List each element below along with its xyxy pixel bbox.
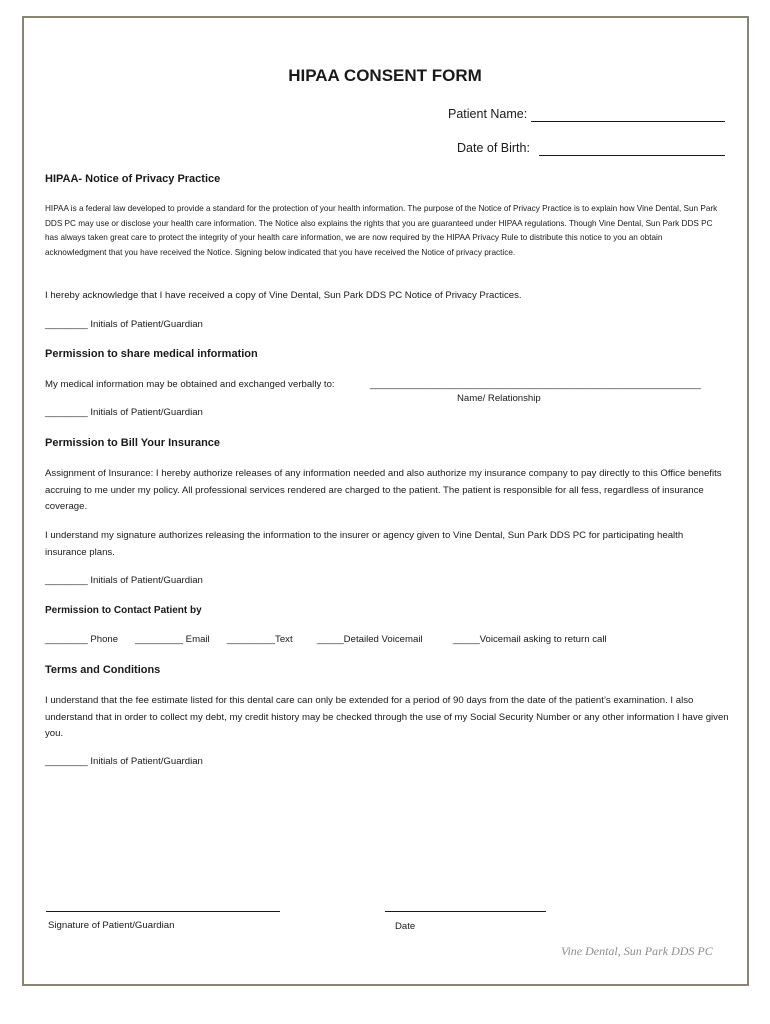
date-line[interactable] <box>385 911 546 912</box>
contact-option-email[interactable]: _________ Email <box>135 634 210 645</box>
contact-option-text[interactable]: _________Text <box>227 634 293 645</box>
bill-assignment-text: Assignment of Insurance: I hereby authorize releases of any information needed and also authorize my insurance company to pay directly to this Office benefits accruing to me under my policy. All professional services rendered are charged to the patient. The patient is responsible for all fess, regardless of insurance coverage. <box>45 468 722 512</box>
contact-option-detailed-voicemail[interactable]: _____Detailed Voicemail <box>317 634 423 645</box>
date-label: Date <box>395 921 416 932</box>
share-name-relationship-field[interactable]: ______________________________________________________________ <box>370 379 701 390</box>
footer-practice-name: Vine Dental, Sun Park DDS PC <box>561 944 713 958</box>
notice-acknowledgement: I hereby acknowledge that I have received a copy of Vine Dental, Sun Park DDS PC Notice of Privacy Practices. <box>45 290 522 301</box>
terms-heading: Terms and Conditions <box>45 664 161 676</box>
contact-option-phone[interactable]: ________ Phone <box>45 634 119 645</box>
share-text: My medical information may be obtained and exchanged verbally to: <box>45 379 335 390</box>
bill-heading: Permission to Bill Your Insurance <box>45 437 221 449</box>
contact-heading: Permission to Contact Patient by <box>45 605 202 616</box>
notice-heading: HIPAA- Notice of Privacy Practice <box>45 173 221 185</box>
patient-name-field[interactable] <box>531 106 725 122</box>
share-sub-label: Name/ Relationship <box>457 393 541 404</box>
dob-field[interactable] <box>539 140 725 156</box>
initials-line-terms[interactable]: ________ Initials of Patient/Guardian <box>45 756 203 767</box>
patient-name-label: Patient Name: <box>448 107 528 121</box>
page-title: HIPAA CONSENT FORM <box>288 66 482 85</box>
share-heading: Permission to share medical information <box>45 348 258 360</box>
terms-body: I understand that the fee estimate listed for this dental care can only be extended for a period of 90 days from the date of the patient’s examination. I also understand that in order to collect my debt, my credit history may be checked through the use of my Social Security Number or any other information I have given you. <box>45 695 729 739</box>
initials-line-notice[interactable]: ________ Initials of Patient/Guardian <box>45 319 203 330</box>
contact-option-voicemail-return-call[interactable]: _____Voicemail asking to return call <box>453 634 607 645</box>
dob-label: Date of Birth: <box>457 141 530 155</box>
notice-body: HIPAA is a federal law developed to provide a standard for the protection of your health information. The purpose of the Notice of Privacy Practice is to explain how Vine Dental, Sun Park DDS PC may use or disclose your health care information. The Notice also explains the rights that you are guaranteed under HIPAA regulations. Though Vine Dental, Sun Park DDS PC has always taken great care to protect the integrity of your health care information, we are now required by the HIPAA Privacy Rule to distribute this notice to you an obtain acknowledgment that you have received the Notice. Signing below indicated that you have received the Notice of privacy practice. <box>45 204 718 257</box>
signature-label: Signature of Patient/Guardian <box>48 920 175 931</box>
initials-line-bill[interactable]: ________ Initials of Patient/Guardian <box>45 575 203 586</box>
bill-understand-text: I understand my signature authorizes releasing the information to the insurer or agency given to Vine Dental, Sun Park DDS PC for participating health insurance plans. <box>45 530 684 558</box>
signature-line[interactable] <box>46 911 280 912</box>
initials-line-share[interactable]: ________ Initials of Patient/Guardian <box>45 407 203 418</box>
